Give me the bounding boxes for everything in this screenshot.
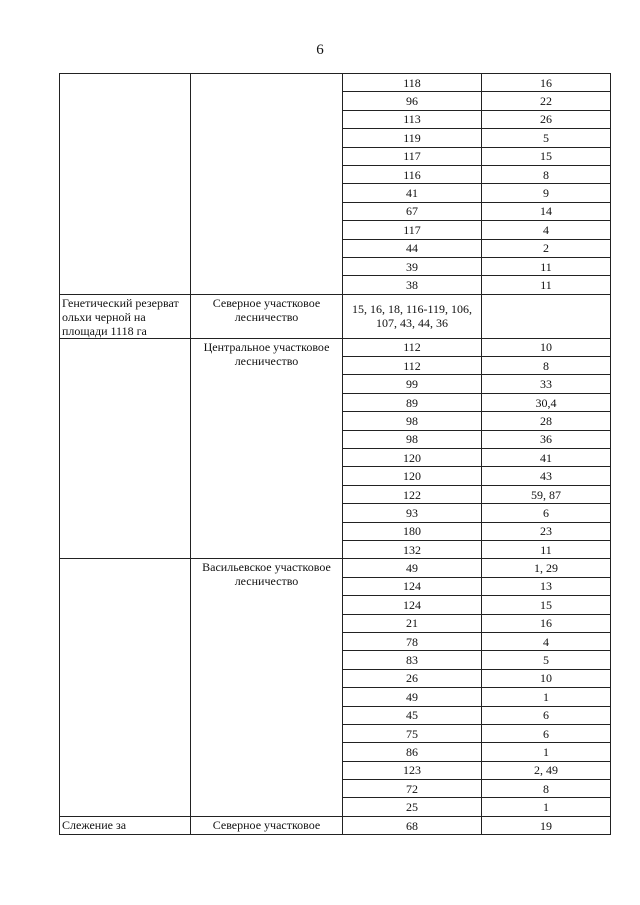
compartment-number-cell: 33 (482, 375, 611, 393)
quarter-number-cell: 21 (343, 614, 482, 632)
forestry-cell (191, 74, 343, 295)
compartment-number-cell: 2, 49 (482, 761, 611, 779)
quarter-number-cell: 120 (343, 449, 482, 467)
quarter-number-cell: 38 (343, 276, 482, 294)
quarter-number-cell: 75 (343, 724, 482, 742)
compartment-number-cell: 11 (482, 257, 611, 275)
object-name-cell (60, 74, 191, 295)
quarter-number-cell: 96 (343, 92, 482, 110)
compartment-number-cell: 26 (482, 110, 611, 128)
compartment-number-cell: 6 (482, 504, 611, 522)
quarter-number-cell: 45 (343, 706, 482, 724)
compartment-number-cell: 43 (482, 467, 611, 485)
object-name-cell (60, 559, 191, 816)
compartment-number-cell: 1 (482, 743, 611, 761)
compartment-number-cell: 1, 29 (482, 559, 611, 577)
page-number: 6 (316, 42, 324, 58)
quarter-number-cell: 180 (343, 522, 482, 540)
quarter-number-cell: 117 (343, 147, 482, 165)
table-row (60, 74, 611, 92)
compartment-number-cell: 2 (482, 239, 611, 257)
table-row (60, 816, 611, 834)
quarter-number-cell: 89 (343, 393, 482, 411)
quarter-number-cell: 68 (343, 816, 482, 834)
compartment-number-cell: 10 (482, 338, 611, 356)
quarter-number-cell: 98 (343, 430, 482, 448)
compartment-number-cell: 9 (482, 184, 611, 202)
forestry-cell: Северное участковое лесничество (191, 294, 343, 338)
compartment-number-cell: 5 (482, 651, 611, 669)
compartment-number-cell: 36 (482, 430, 611, 448)
compartment-number-cell: 15 (482, 147, 611, 165)
quarter-number-cell: 44 (343, 239, 482, 257)
compartment-number-cell: 5 (482, 129, 611, 147)
quarter-number-cell: 26 (343, 669, 482, 687)
quarter-number-cell: 123 (343, 761, 482, 779)
object-name-cell (60, 338, 191, 559)
quarter-number-cell: 112 (343, 338, 482, 356)
compartment-number-cell: 4 (482, 221, 611, 239)
quarter-number-cell: 120 (343, 467, 482, 485)
compartment-number-cell: 8 (482, 780, 611, 798)
compartment-number-cell: 11 (482, 540, 611, 558)
compartment-number-cell: 16 (482, 614, 611, 632)
compartment-number-cell: 8 (482, 165, 611, 183)
quarter-number-cell: 116 (343, 165, 482, 183)
compartment-number-cell: 22 (482, 92, 611, 110)
quarter-number-cell: 67 (343, 202, 482, 220)
compartment-number-cell: 14 (482, 202, 611, 220)
compartment-number-cell: 59, 87 (482, 485, 611, 503)
compartment-number-cell: 41 (482, 449, 611, 467)
quarter-number-cell: 132 (343, 540, 482, 558)
table-row (60, 294, 611, 338)
table-row (60, 559, 611, 577)
compartment-number-cell: 15 (482, 596, 611, 614)
quarter-number-cell: 25 (343, 798, 482, 816)
quarter-number-cell: 98 (343, 412, 482, 430)
quarter-number-cell: 72 (343, 780, 482, 798)
table-row (60, 338, 611, 356)
compartment-number-cell: 10 (482, 669, 611, 687)
quarter-number-cell: 119 (343, 129, 482, 147)
quarter-number-cell: 83 (343, 651, 482, 669)
compartment-number-cell: 8 (482, 357, 611, 375)
quarter-number-cell: 86 (343, 743, 482, 761)
compartment-number-cell: 1 (482, 798, 611, 816)
compartment-number-cell: 6 (482, 724, 611, 742)
quarter-number-cell: 93 (343, 504, 482, 522)
compartment-number-cell: 30,4 (482, 393, 611, 411)
forestry-cell: Васильевское участковое лесничество (191, 559, 343, 816)
object-name-cell: Слежение за (60, 816, 191, 834)
quarter-number-cell: 122 (343, 485, 482, 503)
forestry-cell: Северное участковое (191, 816, 343, 834)
compartment-number-cell: 1 (482, 688, 611, 706)
compartment-number-cell: 4 (482, 632, 611, 650)
quarter-number-cell: 118 (343, 74, 482, 92)
quarter-number-cell: 112 (343, 357, 482, 375)
quarter-number-cell: 99 (343, 375, 482, 393)
quarter-number-cell: 41 (343, 184, 482, 202)
quarter-number-cell: 117 (343, 221, 482, 239)
object-name-cell: Генетический резерват ольхи черной на площади 1118 га (60, 294, 191, 338)
compartment-number-cell: 19 (482, 816, 611, 834)
quarter-number-cell: 49 (343, 559, 482, 577)
quarter-number-cell: 78 (343, 632, 482, 650)
quarter-number-cell: 124 (343, 596, 482, 614)
compartment-number-cell: 16 (482, 74, 611, 92)
quarter-number-cell: 124 (343, 577, 482, 595)
compartment-number-cell: 11 (482, 276, 611, 294)
quarter-number-cell: 39 (343, 257, 482, 275)
compartment-number-cell: 13 (482, 577, 611, 595)
forest-data-table (59, 73, 611, 835)
compartment-number-cell: 28 (482, 412, 611, 430)
quarter-number-cell: 15, 16, 18, 116-119, 106, 107, 43, 44, 36 (343, 294, 482, 338)
compartment-number-cell (482, 294, 611, 338)
compartment-number-cell: 23 (482, 522, 611, 540)
quarter-number-cell: 49 (343, 688, 482, 706)
quarter-number-cell: 113 (343, 110, 482, 128)
forestry-cell: Центральное участковое лесничество (191, 338, 343, 559)
compartment-number-cell: 6 (482, 706, 611, 724)
